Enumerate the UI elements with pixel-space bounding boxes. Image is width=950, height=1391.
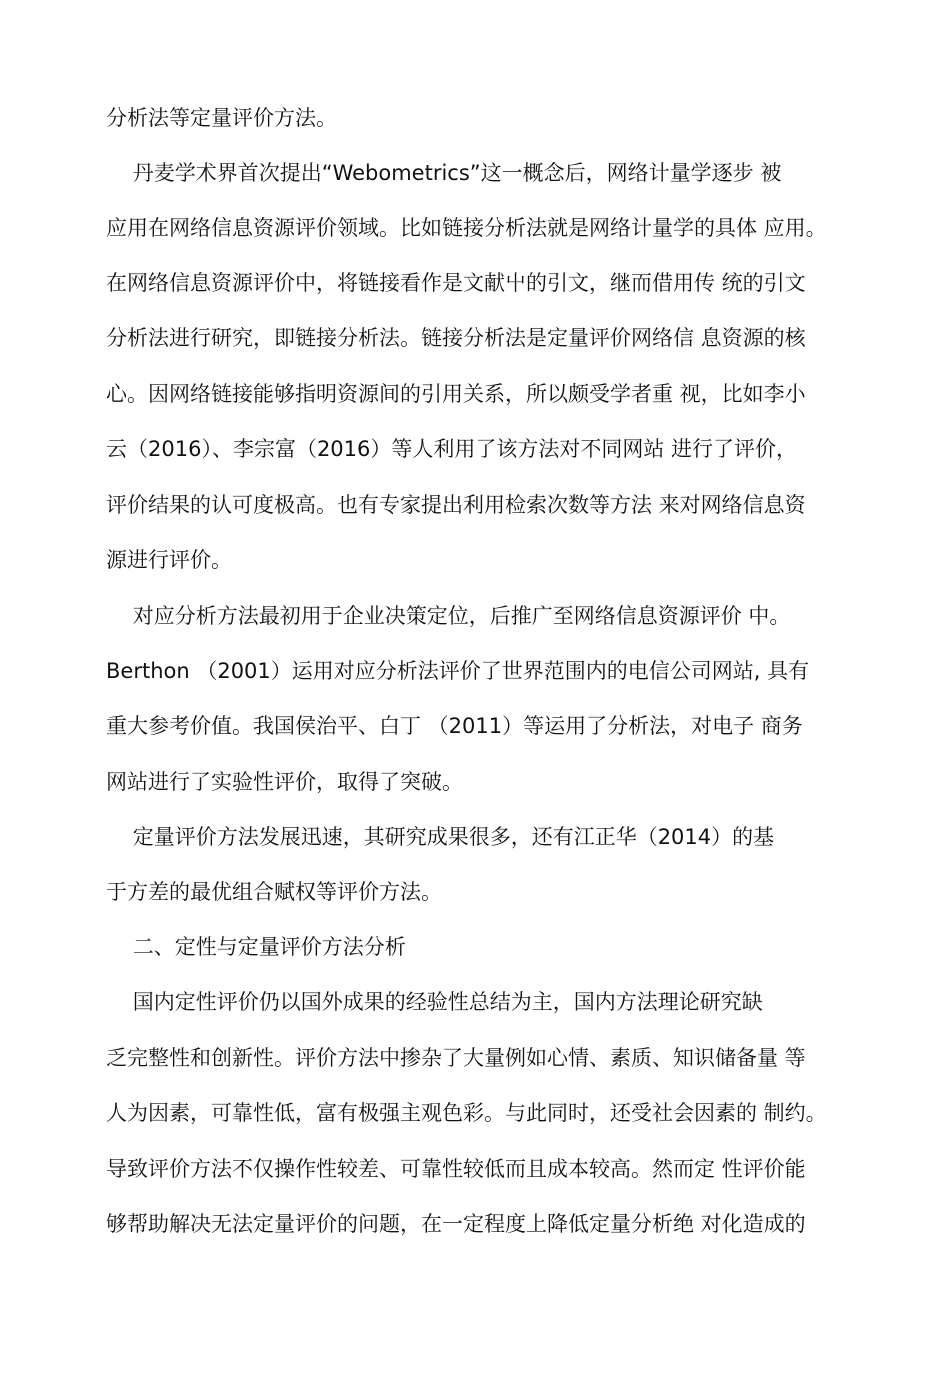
- paragraph-start-line: 国内定性评价仍以国外成果的经验性总结为主，国内方法理论研究缺: [106, 990, 763, 1014]
- text-line: 够帮助解决无法定量评价的问题，在一定程度上降低定量分析绝 对化造成的: [106, 1212, 806, 1236]
- text-line: 于方差的最优组合赋权等评价方法。: [106, 880, 442, 904]
- text-line: 应用在网络信息资源评价领域。比如链接分析法就是网络计量学的具体 应用。: [106, 216, 827, 240]
- text-line: 云（2016）、李宗富（2016）等人利用了该方法对不同网站 进行了评价，: [106, 437, 798, 461]
- text-line: 分析法等定量评价方法。: [106, 106, 337, 130]
- paragraph-start-line: 对应分析方法最初用于企业决策定位，后推广至网络信息资源评价 中。: [106, 604, 791, 628]
- text-line: 重大参考价值。我国侯治平、白丁 （2011）等运用了分析法，对电子 商务: [106, 714, 803, 738]
- text-line: 分析法进行研究，即链接分析法。链接分析法是定量评价网络信 息资源的核: [106, 326, 806, 350]
- text-line: 源进行评价。: [106, 548, 232, 572]
- paragraph-start-line: 定量评价方法发展迅速，其研究成果很多，还有江正华（2014）的基: [106, 825, 775, 849]
- text-line: Berthon （2001）运用对应分析法评价了世界范围内的电信公司网站, 具有: [106, 659, 810, 683]
- text-line: 乏完整性和创新性。评价方法中掺杂了大量例如心情、素质、知识储备量 等: [106, 1046, 806, 1070]
- section-heading: 二、定性与定量评价方法分析: [106, 935, 406, 959]
- text-line: 在网络信息资源评价中，将链接看作是文献屮的引文，继而借用传 统的引文: [106, 271, 806, 295]
- paragraph-start-line: 丹麦学术界首次提出“Webometrics”这一概念后，网络计量学逐步 被: [106, 161, 782, 185]
- text-line: 评价结果的认可度极高。也有专家提出利用检索次数等方法 来对网络信息资: [106, 493, 806, 517]
- text-line: 网站进行了实验性评价，取得了突破。: [106, 770, 463, 794]
- text-line: 人为因素，可靠性低，富有极强主观色彩。与此同时，还受社会因素的 制约。: [106, 1101, 827, 1125]
- text-line: 导致评价方法不仅操作性较差、可靠性较低而且成本较高。然而定 性评价能: [106, 1157, 806, 1181]
- text-line: 心。因网络链接能够指明资源间的引用关系，所以颇受学者重 视，比如李小: [106, 382, 806, 406]
